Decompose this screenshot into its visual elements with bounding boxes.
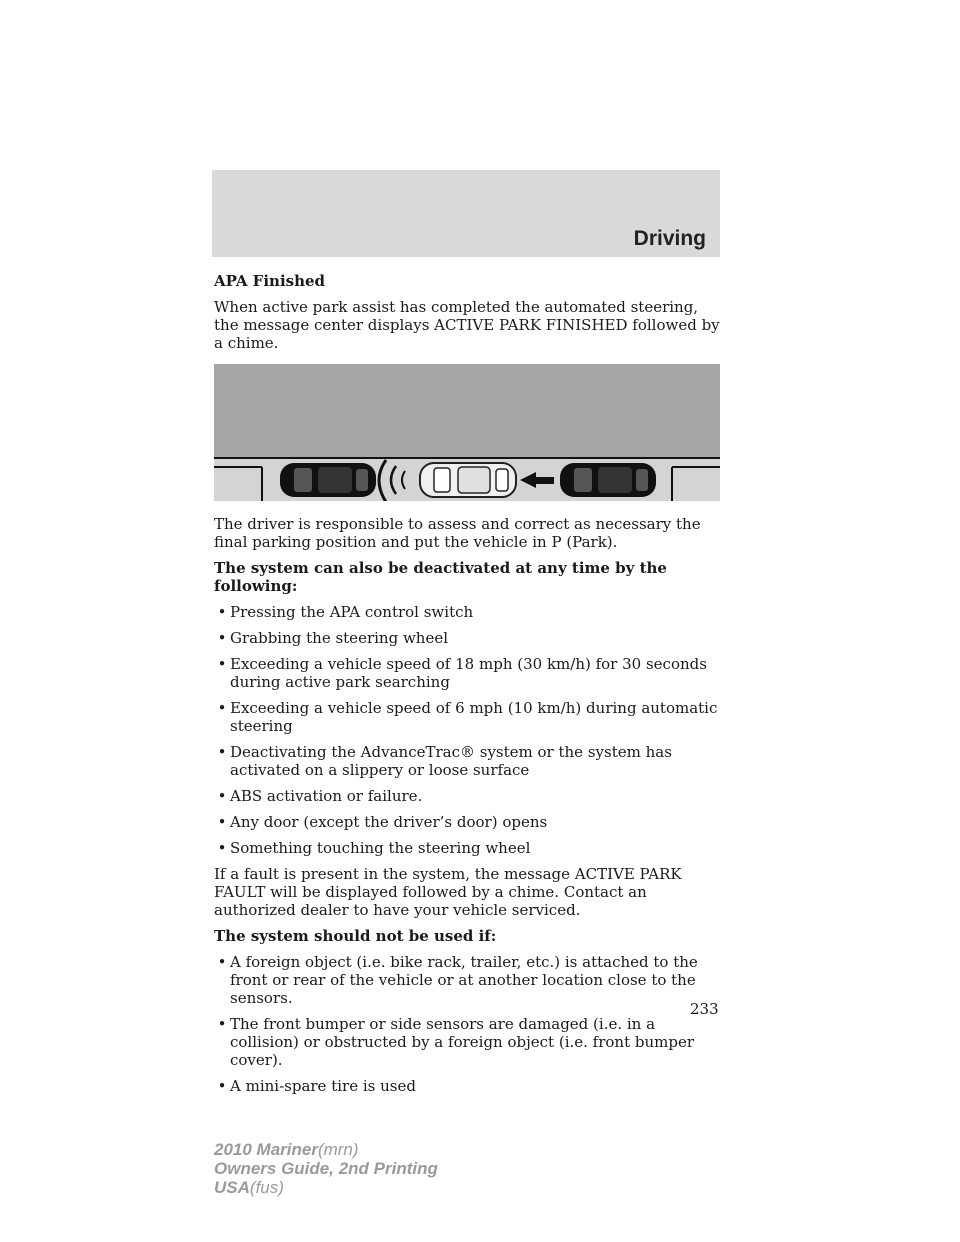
list-item: • A mini-spare tire is used: [214, 1077, 720, 1095]
list-item: • Any door (except the driver’s door) opens: [214, 813, 720, 831]
deactivation-heading: The system can also be deactivated at any time by the following:: [214, 559, 667, 595]
section-header: [212, 170, 720, 257]
bullet-icon: •: [217, 603, 227, 621]
bullet-icon: •: [217, 953, 227, 971]
not-used-list: [214, 953, 720, 1095]
bullet-icon: •: [217, 1077, 227, 1095]
list-item: • Exceeding a vehicle speed of 18 mph (30 km/h) for 30 seconds during active park searching: [214, 655, 720, 691]
footer-line-model: 2010 Mariner(mrn): [214, 1140, 359, 1159]
driver-note-paragraph: The driver is responsible to assess and correct as necessary the final parking position and put the vehicle in P (Park).: [214, 515, 701, 551]
front-parked-car-icon: [560, 463, 656, 497]
list-item: • Exceeding a vehicle speed of 6 mph (10 km/h) during automatic steering: [214, 699, 720, 735]
list-item: • Pressing the APA control switch: [214, 603, 720, 621]
parking-diagram: [214, 364, 720, 501]
page-number: 233: [690, 1000, 719, 1018]
list-item: • Grabbing the steering wheel: [214, 629, 720, 647]
road-area: [214, 364, 720, 458]
list-item: • The front bumper or side sensors are damaged (i.e. in a collision) or obstructed by a foreign object (i.e. front bumper cover).: [214, 1015, 720, 1069]
bullet-icon: •: [217, 1015, 227, 1033]
bullet-icon: •: [217, 655, 227, 673]
list-item: • Deactivating the AdvanceTrac® system or the system has activated on a slippery or loose surface: [214, 743, 720, 779]
bullet-icon: •: [217, 699, 227, 717]
rear-parked-car-icon: [280, 463, 376, 497]
bullet-icon: •: [217, 743, 227, 761]
bullet-icon: •: [217, 839, 227, 857]
bullet-icon: •: [217, 787, 227, 805]
intro-paragraph: When active park assist has completed the automated steering, the message center displays ACTIVE PARK FINISHED followed by a chime.: [214, 298, 720, 352]
not-used-heading: The system should not be used if:: [214, 927, 497, 945]
list-item: • Something touching the steering wheel: [214, 839, 720, 857]
parking-illustration: [214, 364, 720, 501]
footer-line-edition: Owners Guide, 2nd Printing: [214, 1159, 438, 1178]
bullet-icon: •: [217, 813, 227, 831]
list-item: • A foreign object (i.e. bike rack, trailer, etc.) is attached to the front or rear of the vehicle or at another location close to the sensors.: [214, 953, 720, 1007]
page-content: [214, 272, 720, 1103]
print-footer: [214, 1140, 438, 1197]
bullet-icon: •: [217, 629, 227, 647]
deactivation-list: [214, 603, 720, 857]
section-title: Driving: [633, 227, 706, 250]
list-item: • ABS activation or failure.: [214, 787, 720, 805]
footer-line-region: USA(fus): [214, 1178, 284, 1197]
apa-finished-heading: APA Finished: [214, 272, 326, 290]
fault-paragraph: If a fault is present in the system, the message ACTIVE PARK FAULT will be displayed followed by a chime. Contact an authorized dealer to have your vehicle serviced.: [214, 865, 682, 919]
parked-vehicle-icon: [420, 463, 516, 497]
